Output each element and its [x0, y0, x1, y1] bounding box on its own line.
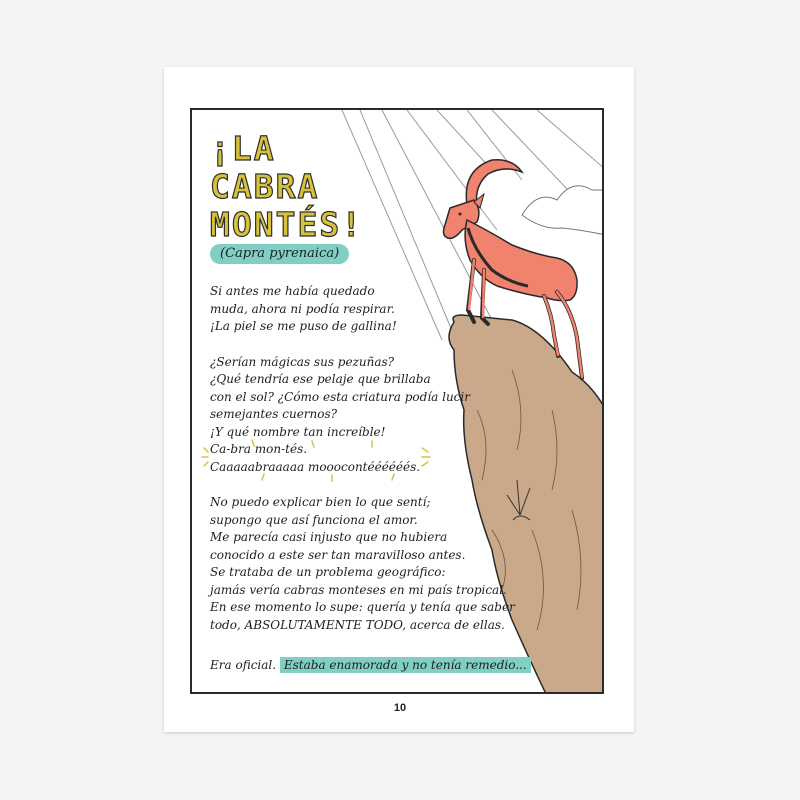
comic-panel: [190, 108, 604, 694]
text-line: Ca-bra mon-tés.: [210, 442, 308, 456]
text-line: En ese momento lo supe: quería y tenía que saber: [210, 600, 515, 614]
text-line: ¿Qué tendría ese pelaje que brillaba: [210, 372, 431, 386]
text-line: jamás vería cabras monteses en mi país tropical.: [210, 582, 507, 597]
text-line: No puedo explicar bien lo que sentí;: [210, 495, 431, 509]
page-number: 10: [393, 702, 407, 714]
title-line-2: CABRA: [210, 167, 320, 206]
text-line: ¡Y qué nombre tan increíble!: [210, 424, 386, 439]
text-line: conocido a este ser tan maravilloso antes.: [210, 547, 466, 562]
title-line-3: MONTÉS!: [210, 205, 364, 244]
paragraph-2: [210, 354, 540, 477]
scientific-name-badge: (Capra pyrenaica): [210, 244, 349, 264]
text-line: ¿Serían mágicas sus pezuñas?: [210, 354, 395, 369]
closing-line: [210, 658, 531, 672]
text-line: supongo que así funciona el amor.: [210, 512, 418, 527]
cloud-icon: [522, 186, 604, 235]
text-line: ¡La piel se me puso de gallina!: [210, 319, 397, 333]
paragraph-3: [210, 494, 540, 634]
closing-highlight-text: Estaba enamorada y no tenía remedio...: [280, 657, 531, 673]
text-line: todo, ABSOLUTAMENTE TODO, acerca de ellas.: [210, 617, 505, 632]
closing-plain-text: Era oficial.: [210, 658, 277, 672]
text-line: muda, ahora ni podía respirar.: [210, 301, 395, 316]
text-line: Se trataba de un problema geográfico:: [210, 565, 446, 579]
text-line: Me parecía casi injusto que no hubiera: [210, 530, 448, 544]
paragraph-1: [210, 283, 540, 336]
text-line: semejantes cuernos?: [210, 407, 338, 421]
text-line: Si antes me había quedado: [210, 284, 375, 298]
title-line-1: ¡LA: [210, 129, 276, 168]
text-line: Caaaaabraaaaa mooocontéééééés.: [210, 459, 421, 474]
body-text: [210, 283, 540, 652]
page-title: [210, 130, 363, 244]
text-line: con el sol? ¿Cómo esta criatura podía lucir: [210, 389, 470, 404]
